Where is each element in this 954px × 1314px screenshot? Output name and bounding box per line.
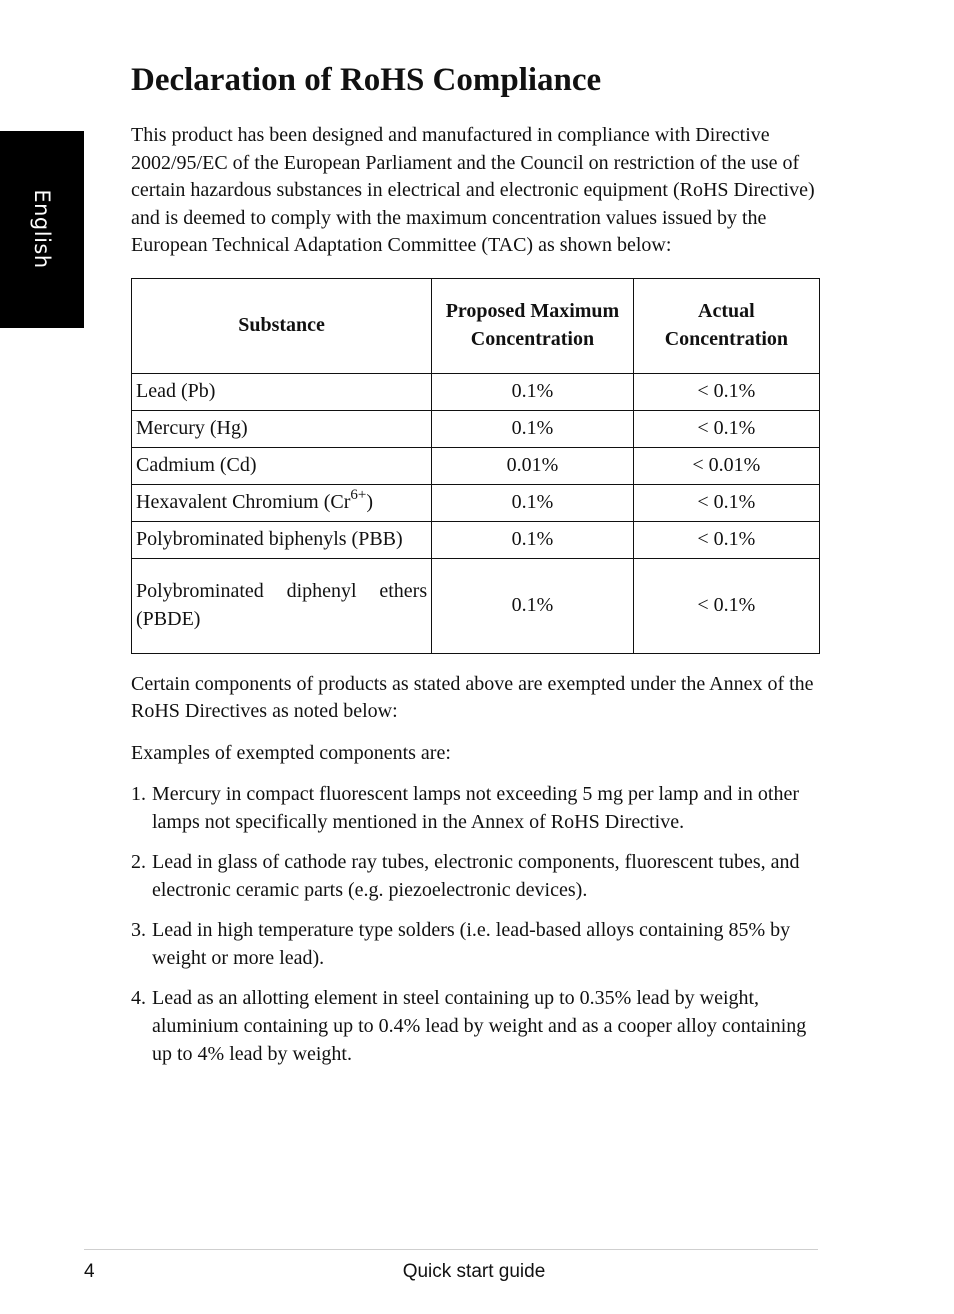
substance-cell: Polybrominated biphenyls (PBB) (132, 521, 432, 558)
table-row (132, 447, 820, 484)
page-number: 4 (84, 1261, 95, 1282)
page-content (131, 58, 821, 1080)
header-actual: Actual Concentration (633, 278, 819, 373)
rohs-table (131, 278, 820, 654)
examples-list (131, 780, 821, 1068)
actual-cell: < 0.1% (633, 521, 819, 558)
language-tab-label: English (30, 189, 54, 269)
proposed-cell: 0.1% (432, 373, 634, 410)
table-header-row (132, 278, 820, 373)
substance-cell: Cadmium (Cd) (132, 447, 432, 484)
examples-heading: Examples of exempted components are: (131, 741, 451, 764)
actual-cell: < 0.1% (633, 373, 819, 410)
intro-paragraph: This product has been designed and manufactured in compliance with Directive 2002/95/EC of the European Parliament and the Council on restriction of the use of certain hazardous substances in electrical and electronic equipment (RoHS Directive) and is deemed to comply with the maximum concentration values issued by the European Technical Adaptation Committee (TAC) as shown below: (131, 124, 815, 256)
substance-cell: Mercury (Hg) (132, 410, 432, 447)
list-item: 2. Lead in glass of cathode ray tubes, electronic components, fluorescent tubes, and electronic ceramic parts (e.g. piezoelectronic devices). (131, 851, 800, 901)
proposed-cell: 0.01% (432, 447, 634, 484)
header-proposed: Proposed Maximum Concentration (432, 278, 634, 373)
proposed-cell: 0.1% (432, 410, 634, 447)
proposed-cell: 0.1% (432, 558, 634, 653)
list-item: 1. Mercury in compact fluorescent lamps not exceeding 5 mg per lamp and in other lamps not specifically mentioned in the Annex of RoHS Directive. (131, 783, 800, 833)
table-row (132, 373, 820, 410)
actual-cell: < 0.1% (633, 410, 819, 447)
table-row (132, 484, 820, 521)
footer-divider (84, 1249, 818, 1250)
actual-cell: < 0.01% (633, 447, 819, 484)
substance-cell: Hexavalent Chromium $(Cr^{6+})$ (132, 484, 432, 521)
substance-cell: Lead (Pb) (132, 373, 432, 410)
page-title: Declaration of RoHS Compliance (131, 62, 602, 98)
footer-title: Quick start guide (402, 1261, 546, 1282)
language-tab (0, 131, 84, 328)
substance-cell: Polybrominated diphenyl ethers (PBDE) (132, 558, 432, 653)
table-row (132, 521, 820, 558)
proposed-cell: 0.1% (432, 521, 634, 558)
exemption-paragraph: Certain components of products as stated above are exempted under the Annex of the RoHS Directives as noted below: (131, 672, 814, 722)
list-item: 3. Lead in high temperature type solders (i.e. lead-based alloys containing 85% by weight or more lead). (131, 919, 791, 969)
table-row (132, 410, 820, 447)
actual-cell: < 0.1% (633, 484, 819, 521)
header-substance: Substance (132, 278, 432, 373)
table-row (132, 558, 820, 653)
actual-cell: < 0.1% (633, 558, 819, 653)
proposed-cell: 0.1% (432, 484, 634, 521)
list-item: 4. Lead as an allotting element in steel containing up to 0.35% lead by weight, aluminium containing up to 0.4% lead by weight and as a cooper alloy containing up to 4% lead by weight. (131, 987, 807, 1065)
